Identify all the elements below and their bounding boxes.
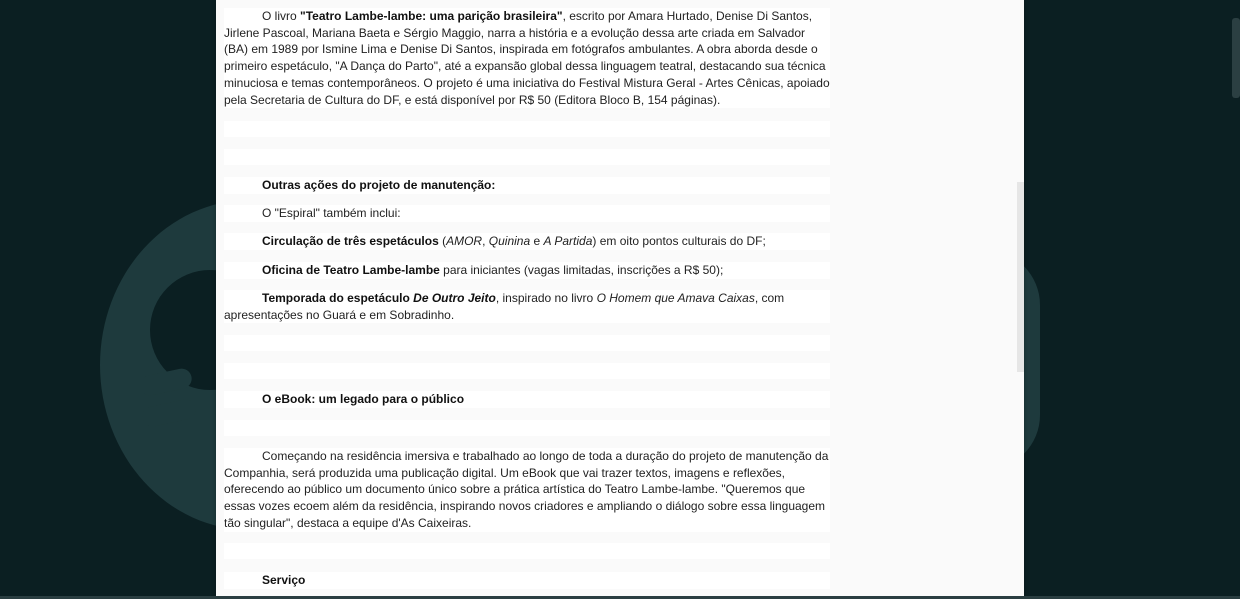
espiral-intro: O "Espiral" também inclui: [224, 205, 830, 222]
season-item: Temporada do espetáculo De Outro Jeito, inspirado no livro O Homem que Amava Caixas, com apresentações no Guará e em Sobradinho. [224, 290, 830, 323]
empty-line [224, 363, 830, 379]
empty-line [224, 335, 830, 351]
document-page [216, 0, 1024, 599]
document-scrollbar[interactable] [1017, 182, 1024, 372]
empty-line [224, 121, 830, 137]
circulation-item: Circulação de três espetáculos (AMOR, Quinina e A Partida) em oito pontos culturais do DF; [224, 233, 830, 250]
book-paragraph: O livro "Teatro Lambe-lambe: uma parição brasileira", escrito por Amara Hurtado, Denise Di Santos, Jirlene Pascoal, Mariana Baeta e Sérgio Maggio, narra a história e a evolução dessa arte criada em Salvador (BA) em 1989 por Ismine Lima e Denise Di Santos, inspirada em fotógrafos ambulantes. A obra aborda desde o primeiro espetáculo, "A Dança do Parto", até a expansão global dessa linguagem teatral, destacando sua técnica minuciosa e temas contemporâneos. O projeto é uma iniciativa do Festival Mistura Geral - Artes Cênicas, apoiado pela Secretaria de Cultura do DF, e está disponível por R$ 50 (Editora Bloco B, 154 páginas). [224, 9, 830, 107]
service-heading: Serviço [224, 572, 830, 589]
window-scrollbar[interactable] [1232, 18, 1240, 98]
empty-line [224, 149, 830, 165]
ebook-heading: O eBook: um legado para o público [224, 391, 830, 408]
workshop-item: Oficina de Teatro Lambe-lambe para iniciantes (vagas limitadas, inscrições a R$ 50); [224, 262, 830, 279]
other-actions-heading: Outras ações do projeto de manutenção: [224, 177, 830, 194]
empty-line [224, 420, 830, 436]
empty-line [224, 543, 830, 559]
book-title: "Teatro Lambe-lambe: uma parição brasileira" [300, 9, 563, 23]
ebook-paragraph: Começando na residência imersiva e trabalhado ao longo de toda a duração do projeto de manutenção da Companhia, será produzida uma publicação digital. Um eBook que vai trazer textos, imagens e reflexões, oferecendo ao público um documento único sobre a prática artística do Teatro Lambe-lambe. "Queremos que essas vozes ecoem além da residência, inspirando novos criadores e ampliando o diálogo sobre essa linguagem tão singular", destaca a equipe d'As Caixeiras. [224, 449, 829, 530]
